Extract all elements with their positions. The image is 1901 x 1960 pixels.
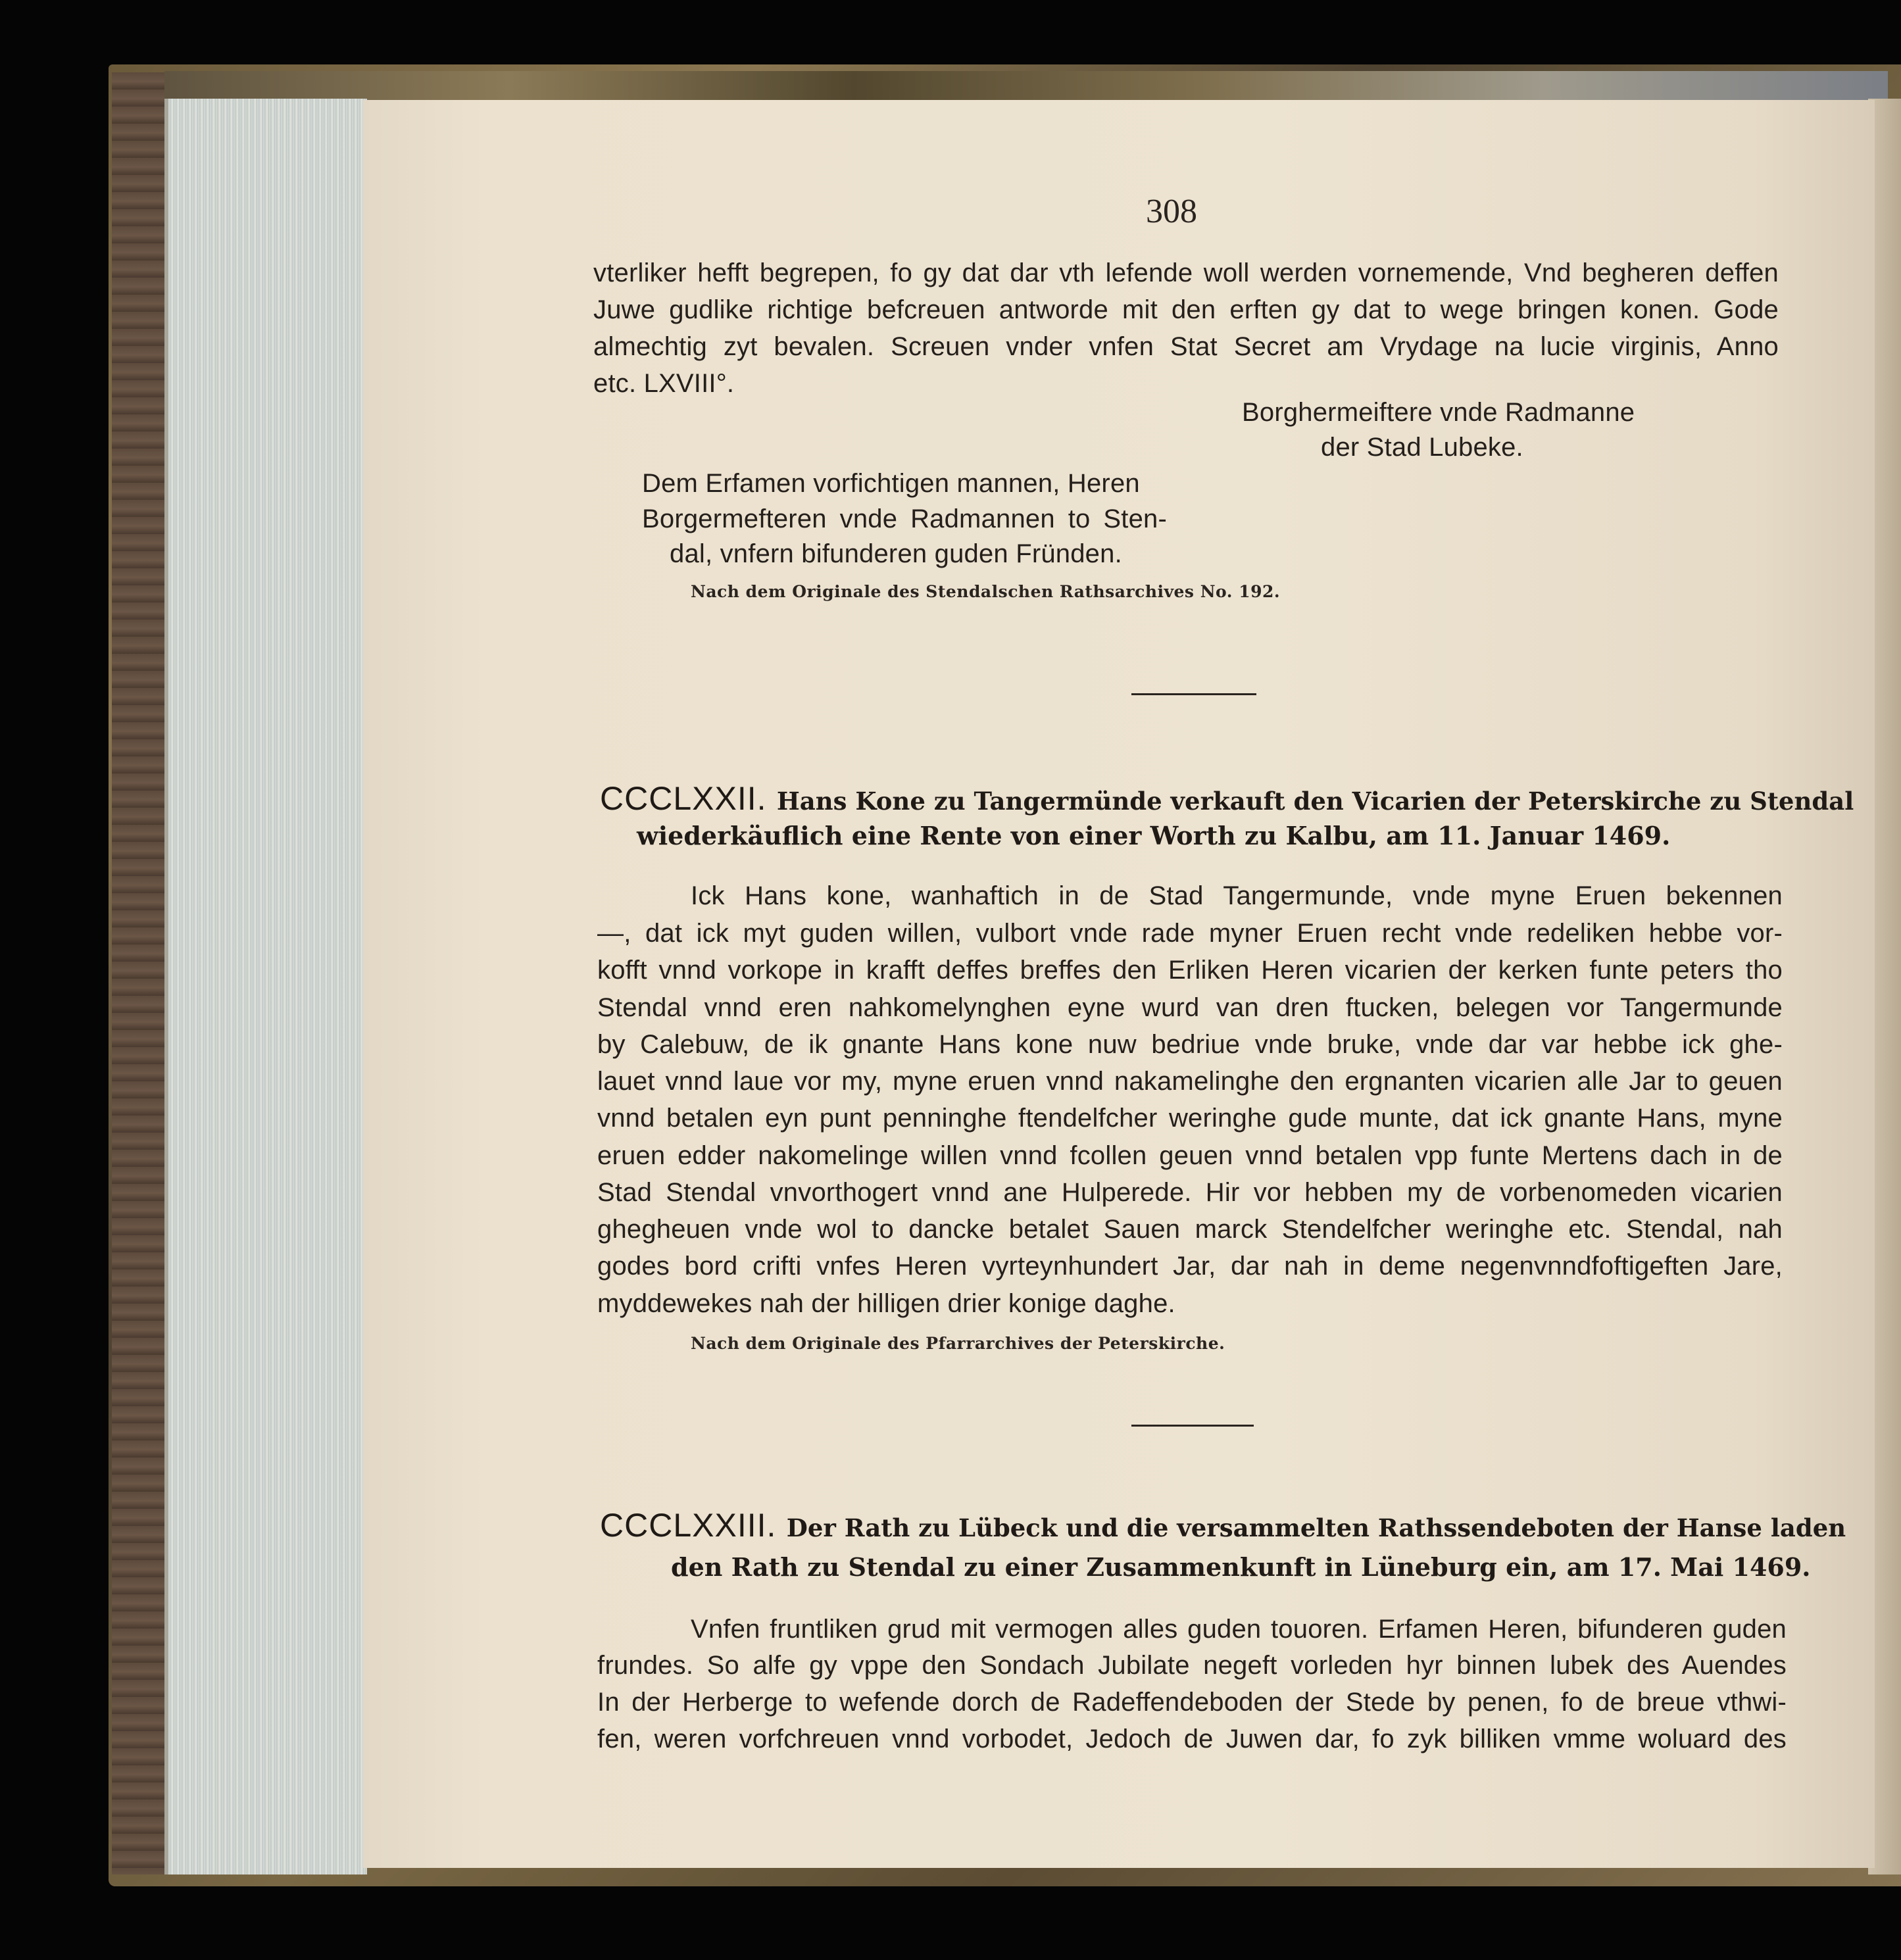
document-title-line1: Der Rath zu Lübeck und die versammelten Rathssendeboten der Hanse laden [786,1513,1846,1542]
text-line: Vnfen fruntliken grud mit vermogen alles guden touoren. Erfamen Heren, bifunderen guden [691,1615,1787,1644]
text-line: almechtig zyt bevalen. Screuen vnder vnfen Stat Secret am Vrydage na lucie virginis, Anno [593,332,1779,361]
text-line: etc. LXVIII°. [593,369,735,398]
marbled-edge [164,71,1888,104]
page-number: 308 [1146,193,1197,230]
document-number: CCCLXXII. [600,780,767,817]
text-line: kofft vnnd vorkope in krafft deffes breffes den Erliken Heren vicarien der kerken funte peters tho [597,956,1783,985]
text-line: In der Herberge to wefende dorch de Radeffendeboden der Stede by penen, fo de breue vthwi- [597,1688,1787,1717]
text-line: eruen edder nakomelinge willen vnnd fcollen geuen vnnd betalen vpp funte Mertens dach in de [597,1141,1783,1170]
signature-line: Borghermeiftere vnde Radmanne [1242,398,1635,427]
text-line: godes bord crifti vnfes Heren vyrteynhundert Jar, dar nah in deme negenvnndfoftigeften Jare, [597,1252,1783,1281]
document-title-line2: wiederkäuflich eine Rente von einer Worth zu Kalbu, am 11. Januar 1469. [637,821,1671,850]
section-divider [1131,1425,1254,1427]
text-line: by Calebuw, de ik gnante Hans kone nuw bedriue vnde bruke, vnde dar var hebbe ick ghe- [597,1030,1783,1059]
address-line: Dem Erfamen vorfichtigen mannen, Heren [642,469,1140,498]
text-line: vnnd betalen eyn punt penninghe ftendelfcher weringhe gude munte, dat ick gnante Hans, myne [597,1104,1783,1133]
text-line: lauet vnnd laue vor my, myne eruen vnnd nakamelinghe den ergnanten vicarien alle Jar to geuen [597,1067,1783,1096]
text-line: Stad Stendal vnvorthogert vnnd ane Hulperede. Hir vor hebben my de vorbenomeden vicarien [597,1178,1783,1207]
document-heading [600,779,1854,818]
section-divider [1131,693,1256,695]
document-title-line2: den Rath zu Stendal zu einer Zusammenkunft in Lüneburg ein, am 17. Mai 1469. [671,1552,1811,1582]
address-line: dal, vnfern bifunderen guden Fründen. [670,539,1122,568]
text-line: vterliker hefft begrepen, fo gy dat dar vth lefende woll werden vornemende, Vnd begheren deffen [593,258,1779,287]
source-note: Nach dem Originale des Pfarrarchives der Peterskirche. [691,1334,1225,1353]
document-number: CCCLXXIII. [600,1507,777,1544]
signature-line: der Stad Lubeke. [1321,433,1523,462]
text-line: myddewekes nah der hilligen drier konige daghe. [597,1289,1175,1318]
text-line: Stendal vnnd eren nahkomelynghen eyne wurd van dren ftucken, belegen vor Tangermunde [597,993,1783,1022]
address-line: Borgermefteren vnde Radmannen to Sten- [642,504,1167,533]
book-spine [112,72,167,1874]
document-heading [600,1506,1846,1544]
page-stack-edge [164,99,367,1874]
text-line: Ick Hans kone, wanhaftich in de Stad Tangermunde, vnde myne Eruen bekennen [691,881,1783,910]
source-note: Nach dem Originale des Stendalschen Rathsarchives No. 192. [691,582,1281,601]
text-line: —, dat ick myt guden willen, vulbort vnde rade myner Eruen recht vnde redeliken hebbe vor- [597,919,1783,948]
text-line: fen, weren vorfchreuen vnnd vorbodet, Jedoch de Juwen dar, fo zyk billiken vmme woluard des [597,1725,1787,1753]
document-title-line1: Hans Kone zu Tangermünde verkauft den Vicarien der Peterskirche zu Stendal [776,787,1854,816]
text-line: frundes. So alfe gy vppe den Sondach Jubilate negeft vorleden hyr binnen lubek des Auendes [597,1651,1787,1680]
text-line: Juwe gudlike richtige befcreuen antworde mit den erften gy dat to wege bringen konen. Gode [593,295,1779,324]
text-line: ghegheuen vnde wol to dancke betalet Sauen marck Stendelfcher weringhe etc. Stendal, nah [597,1215,1783,1244]
